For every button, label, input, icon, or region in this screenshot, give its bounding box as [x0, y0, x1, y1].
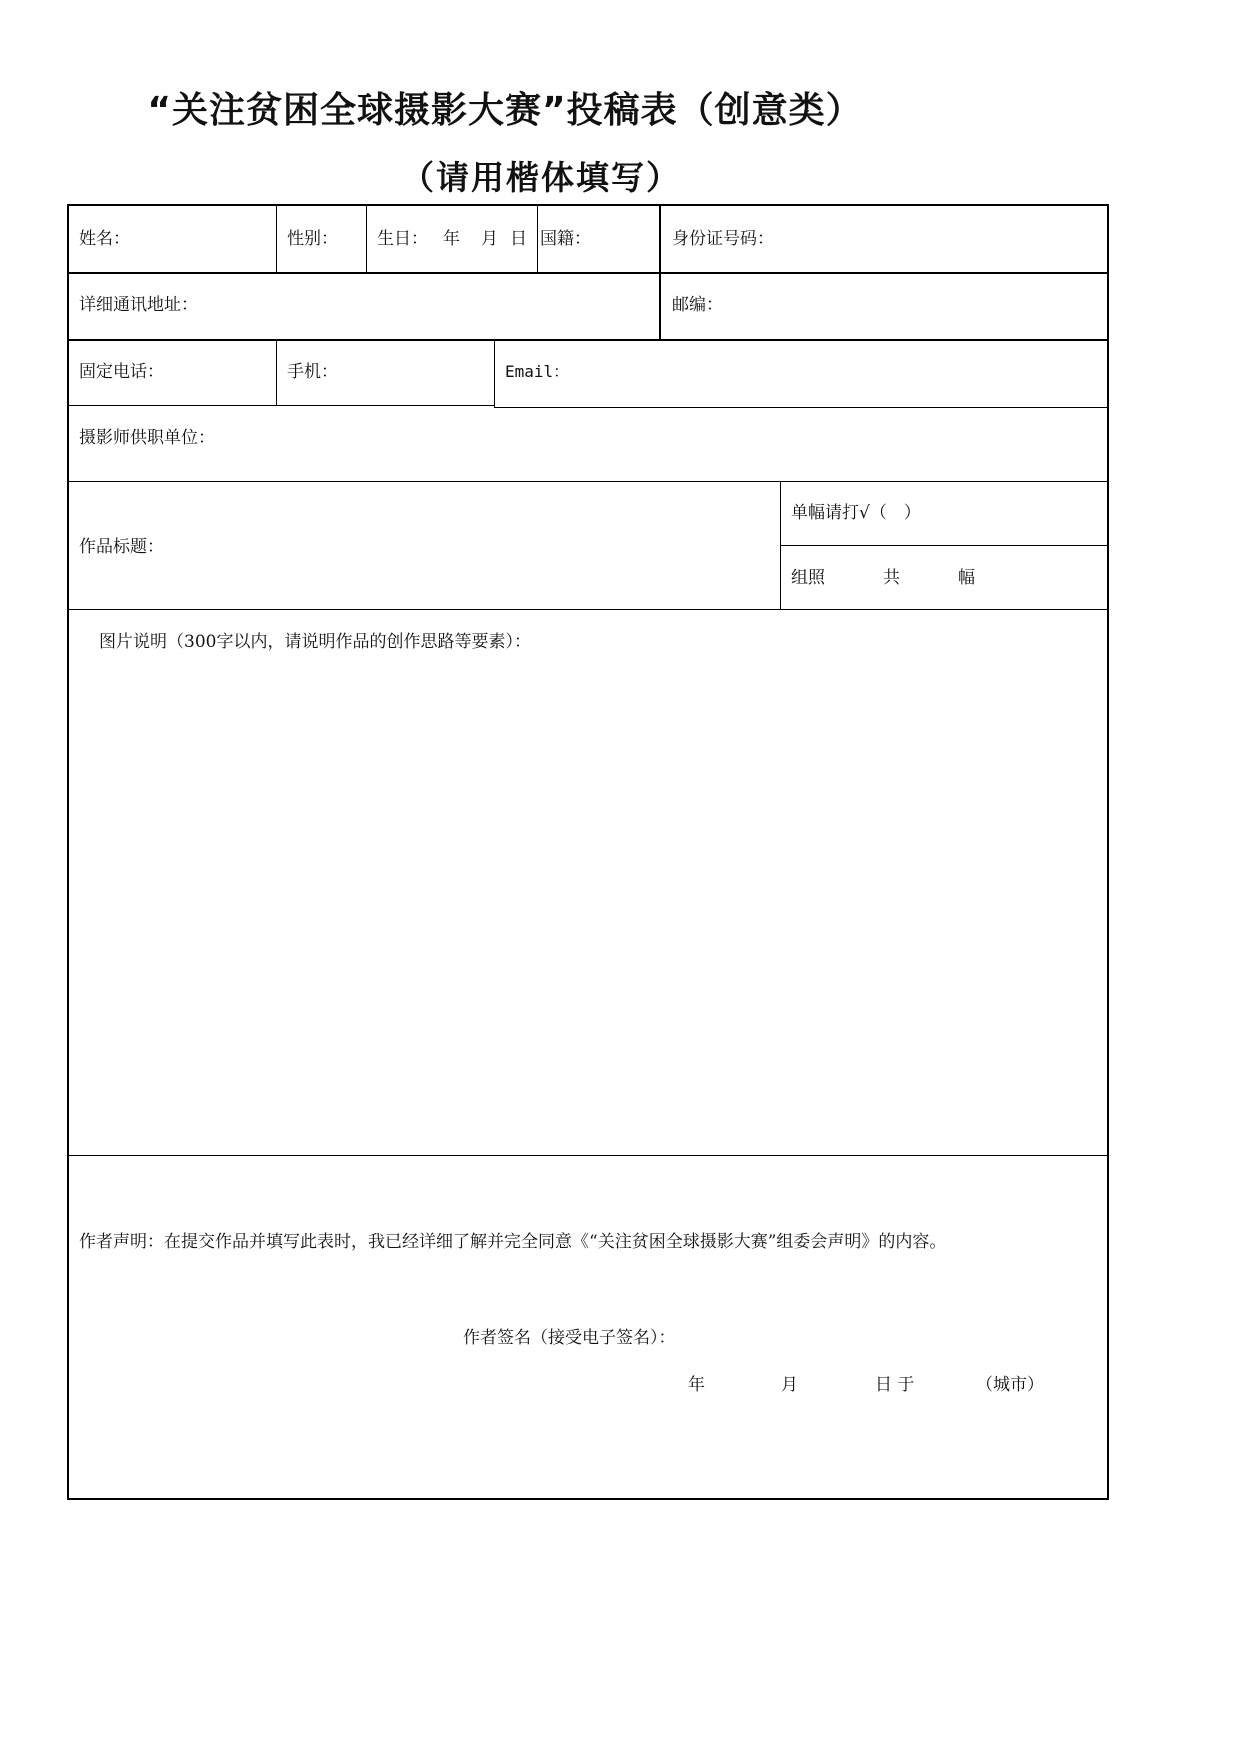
row-divider [69, 405, 494, 406]
birth-month-label: 月 [481, 229, 498, 249]
gender-label: 性别： [287, 229, 338, 249]
row-divider [69, 272, 1107, 274]
group-label: 组照 [791, 568, 825, 588]
date-day-at-label: 日 于 [875, 1375, 915, 1395]
date-month-label: 月 [781, 1375, 798, 1395]
row-divider [69, 481, 1107, 482]
column-divider [780, 481, 781, 609]
column-divider [494, 339, 495, 407]
landline-label: 固定电话： [79, 362, 164, 382]
group-frames-label: 幅 [958, 568, 975, 588]
column-divider [276, 206, 277, 272]
postcode-label: 邮编： [672, 295, 723, 315]
signature-label: 作者签名（接受电子签名）： [463, 1328, 676, 1348]
mobile-label: 手机： [287, 362, 338, 382]
name-label: 姓名： [79, 229, 130, 249]
column-divider [537, 206, 538, 272]
birth-day-label: 日 [510, 229, 527, 249]
form-subtitle: （请用楷体填写） [401, 158, 681, 197]
email-label: Email： [505, 362, 570, 381]
column-divider [276, 339, 277, 405]
row-divider [69, 339, 1107, 341]
address-label: 详细通讯地址： [79, 295, 198, 315]
form-title: “关注贫困全球摄影大赛”投稿表（创意类） [147, 90, 863, 131]
row-divider [494, 407, 1107, 408]
group-total-label: 共 [883, 568, 900, 588]
declaration-text: 作者声明：在提交作品并填写此表时，我已经详细了解并完全同意《“关注贫困全球摄影大赛”组委会声明》的内容。 [79, 1232, 947, 1252]
row-divider [780, 545, 1107, 546]
city-label: （城市） [976, 1375, 1044, 1395]
id-number-label: 身份证号码： [672, 229, 774, 249]
birth-label: 生日： [377, 229, 428, 249]
submission-form-table [67, 204, 1109, 1500]
single-check-label: 单幅请打√（ ） [791, 503, 921, 523]
date-year-label: 年 [688, 1375, 705, 1395]
row-divider [69, 1155, 1107, 1156]
column-divider [659, 206, 661, 339]
birth-year-label: 年 [443, 229, 460, 249]
work-title-label: 作品标题： [79, 537, 164, 557]
description-label: 图片说明（300字以内，请说明作品的创作思路等要素）： [99, 632, 531, 652]
column-divider [366, 206, 367, 272]
nationality-label: 国籍： [540, 229, 591, 249]
employer-label: 摄影师供职单位： [79, 428, 215, 448]
row-divider [69, 609, 1107, 610]
